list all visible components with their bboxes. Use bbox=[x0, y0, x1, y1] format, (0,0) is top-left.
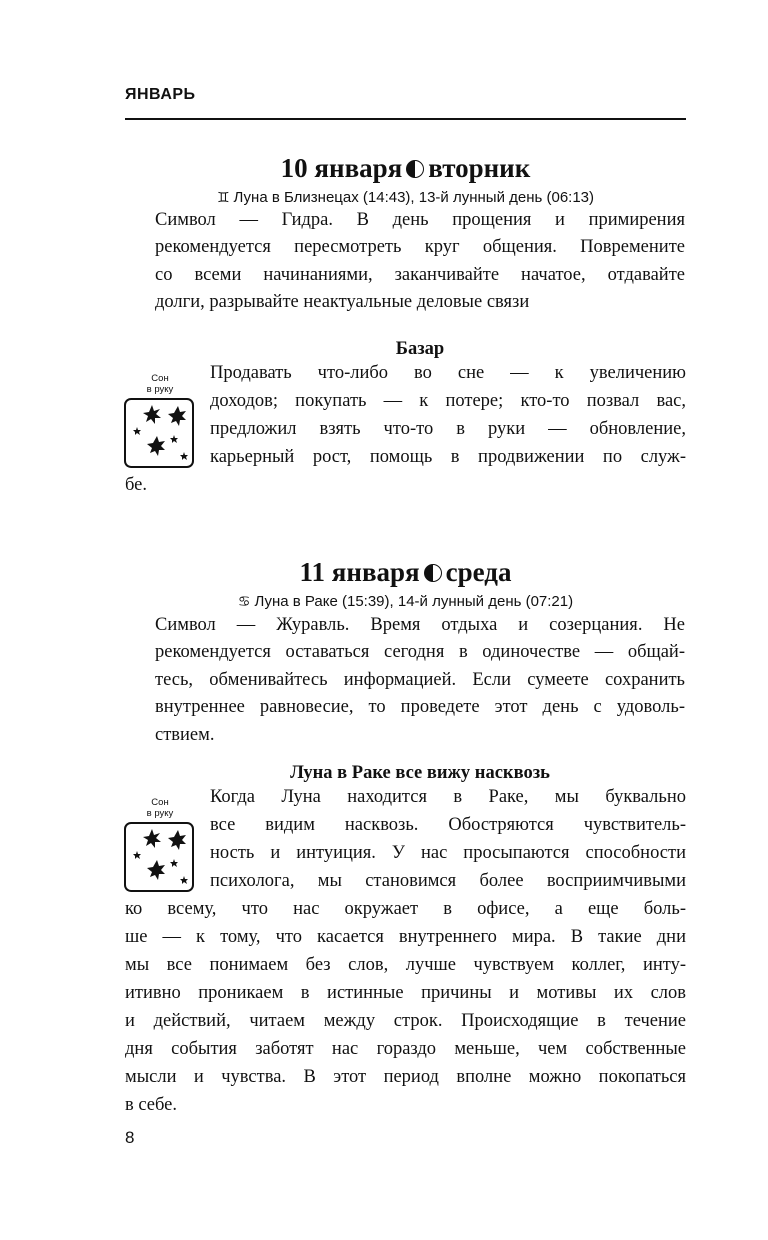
dream-label-bottom: в руку bbox=[146, 808, 174, 819]
day-title bbox=[125, 151, 686, 185]
symbol-paragraph bbox=[155, 612, 685, 749]
text-line: ко всему, что нас окружает в офисе, а еще боль- bbox=[125, 899, 686, 919]
half-moon-icon bbox=[406, 160, 424, 178]
day-weekday: вторник bbox=[428, 153, 531, 183]
dream-heading: Базар bbox=[395, 339, 445, 359]
text-line: долги, разрывайте неактуальные деловые связи bbox=[155, 292, 530, 313]
day-date: 11 января bbox=[299, 557, 420, 587]
text-line: доходов; покупать — к потере; кто-то позвал вас, bbox=[210, 391, 686, 411]
text-line: тесь, обменивайтесь информацией. Если сумеете сохранить bbox=[155, 669, 685, 690]
text-line: рекомендуется пересмотреть круг общения. Повремените bbox=[155, 237, 685, 258]
half-moon-icon bbox=[424, 564, 442, 582]
text-line: мы все понимаем без слов, лучше чувствуем коллег, инту- bbox=[125, 955, 686, 975]
moon-info: Луна в Раке (15:39), 14-й лунный день (07:21) bbox=[254, 593, 574, 610]
page-number: 8 bbox=[125, 1128, 135, 1147]
text-line: внутреннее равновесие, то проведете этот день с удоволь- bbox=[155, 697, 685, 718]
dream-paragraph bbox=[125, 359, 686, 499]
dream-heading: Луна в Раке все вижу насквозь bbox=[290, 763, 550, 783]
day-weekday: среда bbox=[445, 557, 512, 587]
header-rule bbox=[125, 118, 686, 120]
moon-info: Луна в Близнецах (14:43), 13-й лунный день (06:13) bbox=[233, 189, 595, 206]
dream-label-top: Сон bbox=[151, 797, 169, 808]
text-line: дня события заботят нас гораздо меньше, чем собственные bbox=[125, 1039, 686, 1059]
text-line: рекомендуется оставаться сегодня в одиночестве — общай- bbox=[155, 642, 685, 663]
dream-label-top: Сон bbox=[151, 373, 169, 384]
day-title bbox=[125, 555, 686, 589]
text-line: Продавать что-либо во сне — к увеличению bbox=[210, 363, 686, 383]
symbol-paragraph bbox=[155, 207, 685, 317]
text-line: и действий, читаем между строк. Происходящие в течение bbox=[125, 1011, 686, 1031]
dream-paragraph bbox=[125, 783, 686, 1119]
cancer-icon: ♋ bbox=[237, 593, 251, 609]
text-line: все видим насквозь. Обостряются чувствитель- bbox=[210, 815, 686, 835]
text-line: Символ — Журавль. Время отдыха и созерцания. Не bbox=[155, 615, 685, 635]
gemini-icon: ♊ bbox=[216, 189, 230, 205]
running-header: ЯНВАРЬ bbox=[125, 86, 196, 103]
text-line: ше — к тому, что касается внутреннего мира. В такие дни bbox=[125, 927, 686, 947]
text-line: предложил взять что-то в руки — обновление, bbox=[210, 419, 686, 439]
text-line: психолога, мы становимся более восприимчивыми bbox=[210, 871, 686, 891]
text-line: ность и интуиция. У нас просыпаются способности bbox=[210, 843, 686, 863]
text-line: мысли и чувства. В этот период вполне можно покопаться bbox=[125, 1067, 686, 1087]
text-line: бе. bbox=[125, 475, 148, 495]
text-line: ствием. bbox=[155, 724, 215, 745]
text-line: Символ — Гидра. В день прощения и примирения bbox=[155, 210, 685, 230]
text-line: в себе. bbox=[125, 1095, 178, 1115]
moon-info-line bbox=[125, 187, 686, 208]
text-line: карьерный рост, помощь в продвижении по служ- bbox=[210, 447, 686, 467]
day-date: 10 января bbox=[280, 153, 403, 183]
text-line: итивно проникаем в истинные причины и мотивы их слов bbox=[125, 983, 686, 1003]
dream-label-bottom: в руку bbox=[146, 384, 174, 395]
text-line: Когда Луна находится в Раке, мы буквально bbox=[210, 787, 686, 807]
text-line: со всеми начинаниями, заканчивайте начатое, отдавайте bbox=[155, 264, 685, 285]
moon-info-line bbox=[125, 591, 686, 612]
